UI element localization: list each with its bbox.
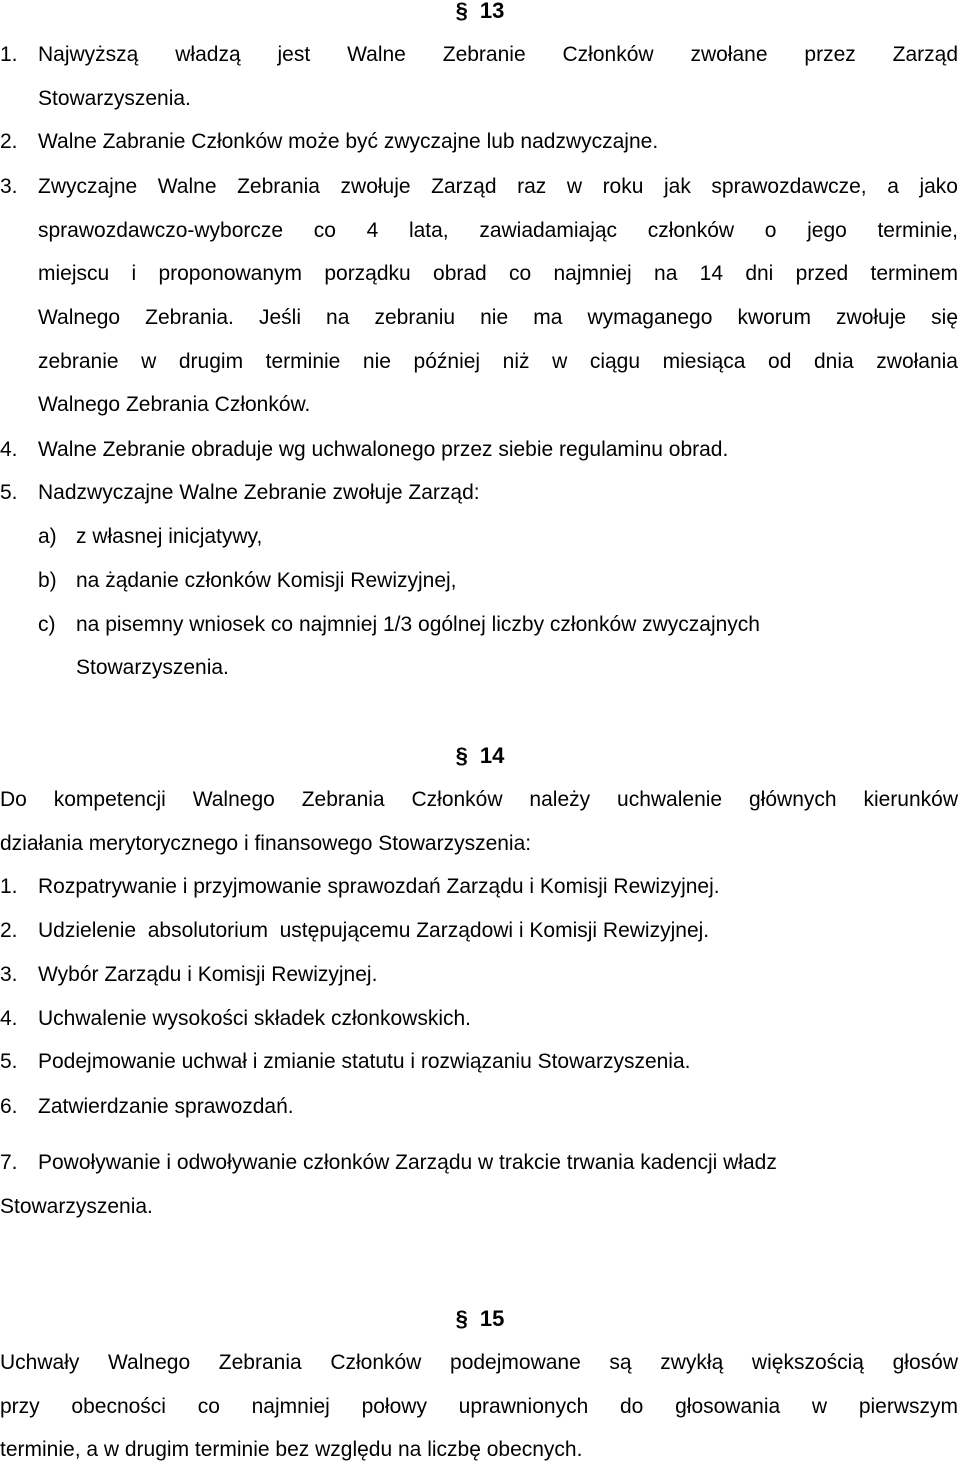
s15-body-line-2: przy obecności co najmniej połowy uprawnionych do głosowania w pierwszym <box>0 1395 958 1418</box>
s14-item-2-line-1: Udzielenie absolutorium ustępującemu Zarządowi i Komisji Rewizyjnej. <box>38 919 710 942</box>
s14-item-5-num: 5. <box>0 1050 18 1073</box>
s13-item-3-num: 3. <box>0 175 18 198</box>
s14-item-6-line-1: Zatwierdzanie sprawozdań. <box>38 1095 294 1118</box>
s13-item-3-line-5: zebranie w drugim terminie nie później niż w ciągu miesiąca od dnia zwołania <box>38 350 958 373</box>
s13-item-1-num: 1. <box>0 43 18 66</box>
section-number: 15 <box>479 1306 505 1331</box>
section-14-heading <box>0 743 960 769</box>
s13-item-4-line-1: Walne Zebranie obraduje wg uchwalonego przez siebie regulaminu obrad. <box>38 438 729 461</box>
s13-item-4-num: 4. <box>0 438 18 461</box>
s14-item-1-line-1: Rozpatrywanie i przyjmowanie sprawozdań Zarządu i Komisji Rewizyjnej. <box>38 875 720 898</box>
s13-item-3-line-4: Walnego Zebrania. Jeśli na zebraniu nie ma wymaganego kworum zwołuje się <box>38 306 958 329</box>
s13-item-2-num: 2. <box>0 130 18 153</box>
s13-subitem-b-letter: b) <box>38 569 57 592</box>
s13-item-1-line-2: Stowarzyszenia. <box>38 87 191 110</box>
s13-item-2-line-1: Walne Zabranie Członków może być zwyczajne lub nadzwyczajne. <box>38 130 659 153</box>
section-15-heading <box>0 1306 960 1332</box>
s13-item-5-num: 5. <box>0 481 18 504</box>
s13-subitem-c-line-1: na pisemny wniosek co najmniej 1/3 ogólnej liczby członków zwyczajnych <box>76 613 760 636</box>
s15-body-line-1: Uchwały Walnego Zebrania Członków podejmowane są zwykłą większością głosów <box>0 1351 958 1374</box>
s13-subitem-b-line-1: na żądanie członków Komisji Rewizyjnej, <box>76 569 457 592</box>
s13-subitem-c-line-2: Stowarzyszenia. <box>76 656 229 679</box>
s14-item-7-line-2: Stowarzyszenia. <box>0 1195 153 1218</box>
section-symbol: § <box>455 0 468 23</box>
s13-subitem-c-letter: c) <box>38 613 56 636</box>
section-symbol: § <box>455 1306 468 1331</box>
s13-subitem-a-letter: a) <box>38 525 57 548</box>
s14-item-6-num: 6. <box>0 1095 18 1118</box>
s14-item-5-line-1: Podejmowanie uchwał i zmianie statutu i rozwiązaniu Stowarzyszenia. <box>38 1050 691 1073</box>
section-13-heading <box>0 0 960 24</box>
s14-item-1-num: 1. <box>0 875 18 898</box>
s13-subitem-a-line-1: z własnej inicjatywy, <box>76 525 263 548</box>
section-number: 14 <box>479 743 505 768</box>
s14-item-2-num: 2. <box>0 919 18 942</box>
s14-item-4-num: 4. <box>0 1007 18 1030</box>
s14-item-3-line-1: Wybór Zarządu i Komisji Rewizyjnej. <box>38 963 378 986</box>
s13-item-3-line-1: Zwyczajne Walne Zebrania zwołuje Zarząd raz w roku jak sprawozdawcze, a jako <box>38 175 958 198</box>
s14-item-7-num: 7. <box>0 1151 18 1174</box>
s14-intro-line-1: Do kompetencji Walnego Zebrania Członków należy uchwalenie głównych kierunków <box>0 788 958 811</box>
s13-item-1-line-1: Najwyższą władzą jest Walne Zebranie Członków zwołane przez Zarząd <box>38 43 958 66</box>
s13-item-3-line-2: sprawozdawczo-wyborcze co 4 lata, zawiadamiając członków o jego terminie, <box>38 219 958 242</box>
s13-item-3-line-6: Walnego Zebrania Członków. <box>38 393 311 416</box>
s15-body-line-3: terminie, a w drugim terminie bez względu na liczbę obecnych. <box>0 1438 583 1461</box>
s13-item-5-line-1: Nadzwyczajne Walne Zebranie zwołuje Zarząd: <box>38 481 480 504</box>
s14-intro-line-2: działania merytorycznego i finansowego Stowarzyszenia: <box>0 832 532 855</box>
s13-item-3-line-3: miejscu i proponowanym porządku obrad co najmniej na 14 dni przed terminem <box>38 262 958 285</box>
s14-item-4-line-1: Uchwalenie wysokości składek członkowskich. <box>38 1007 472 1030</box>
section-number: 13 <box>479 0 505 23</box>
s14-item-3-num: 3. <box>0 963 18 986</box>
section-symbol: § <box>455 743 468 768</box>
s14-item-7-line-1: Powoływanie i odwoływanie członków Zarządu w trakcie trwania kadencji władz <box>38 1151 777 1174</box>
